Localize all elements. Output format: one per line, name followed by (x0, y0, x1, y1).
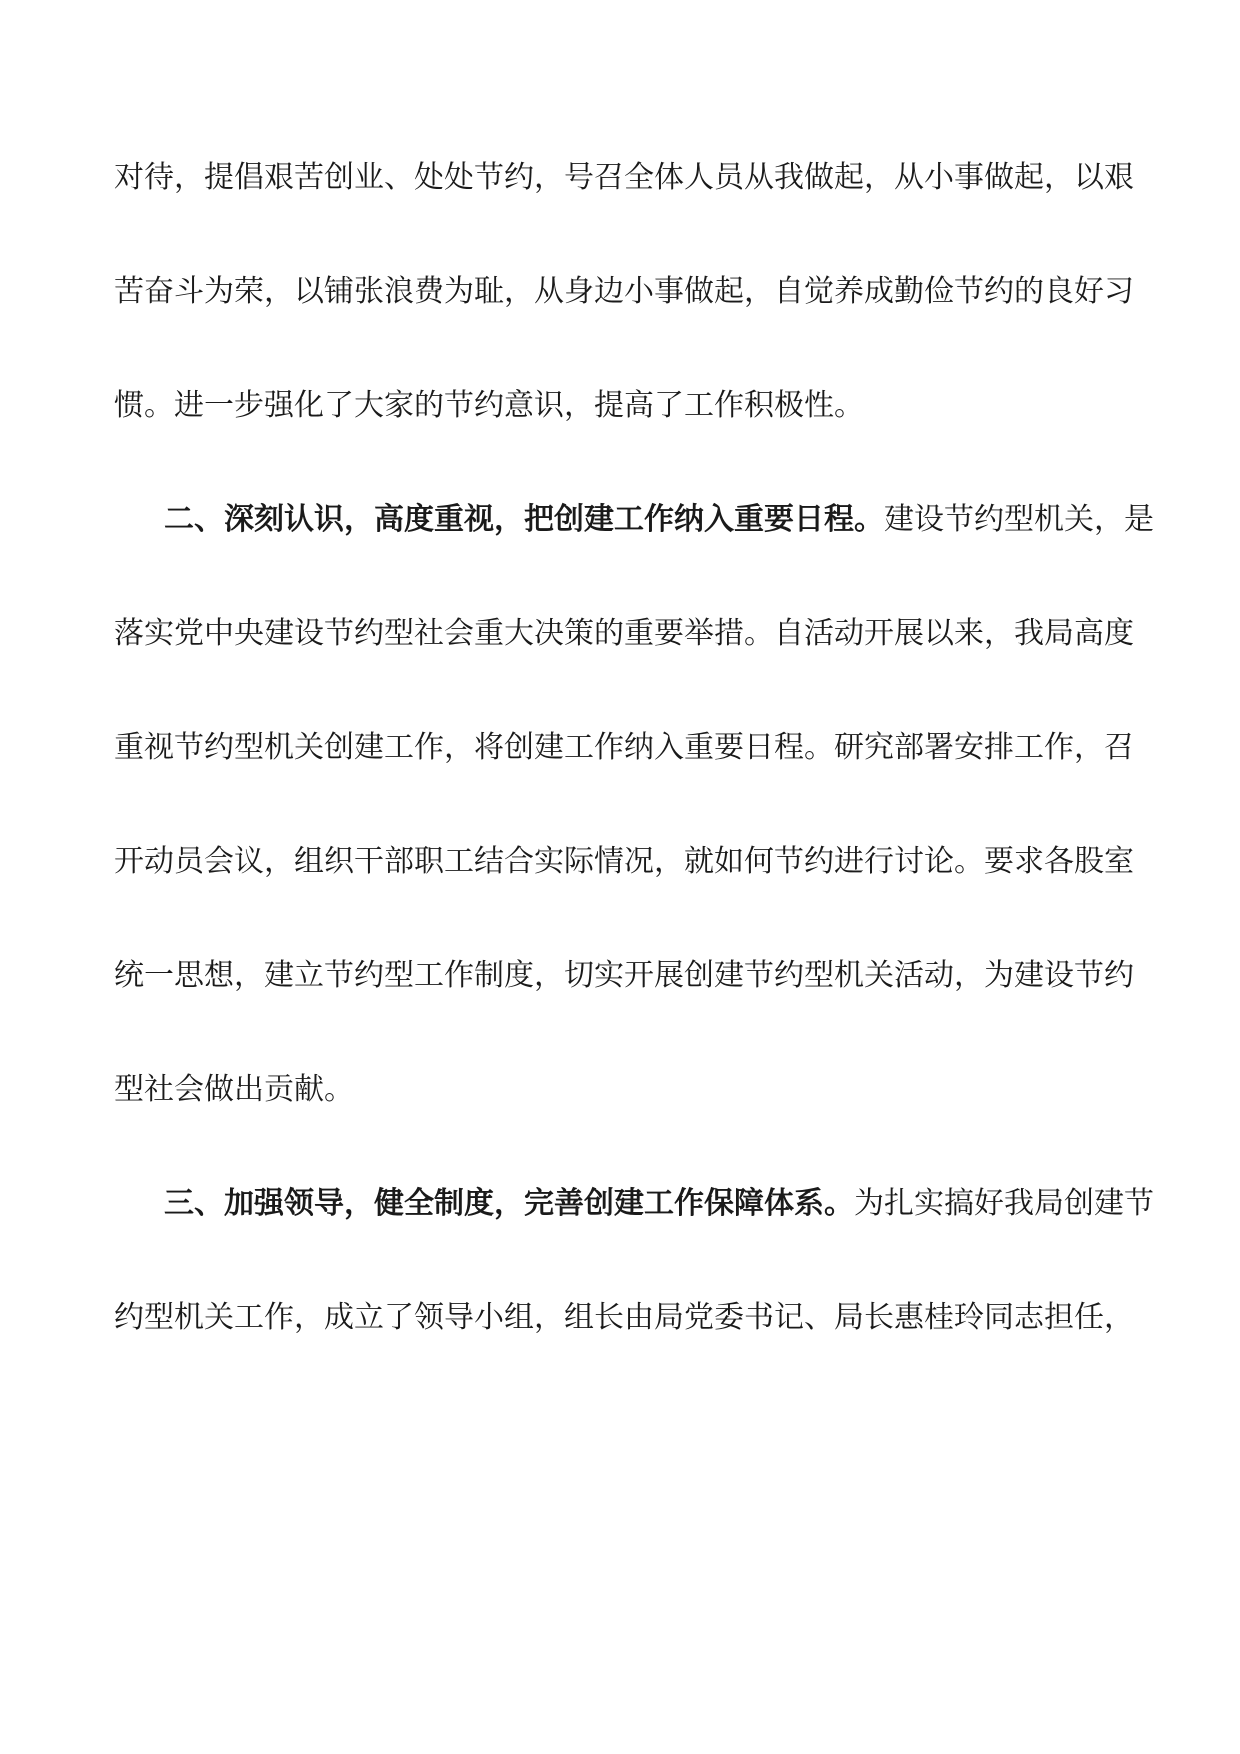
paragraph-2-line-4: 开动员会议，组织干部职工结合实际情况，就如何节约进行讨论。要求各股室 (114, 844, 1134, 879)
paragraph-2-line-6: 型社会做出贡献。 (114, 1072, 354, 1107)
paragraph-3-line-1 (164, 1184, 1184, 1224)
paragraph-2-line-1-text: 建设节约型机关，是 (884, 502, 1154, 537)
paragraph-2-line-3: 重视节约型机关创建工作，将创建工作纳入重要日程。研究部署安排工作，召 (114, 730, 1134, 765)
paragraph-1-line-2: 苦奋斗为荣，以铺张浪费为耻，从身边小事做起，自觉养成勤俭节约的良好习 (114, 274, 1134, 309)
paragraph-3-line-2: 约型机关工作，成立了领导小组，组长由局党委书记、局长惠桂玲同志担任， (114, 1300, 1134, 1335)
paragraph-3-line-1-text: 为扎实搞好我局创建节 (854, 1186, 1154, 1221)
paragraph-2-line-1 (164, 500, 1184, 540)
section-heading-3: 三、加强领导，健全制度，完善创建工作保障体系。 (164, 1186, 854, 1221)
paragraph-2-line-2: 落实党中央建设节约型社会重大决策的重要举措。自活动开展以来，我局高度 (114, 616, 1134, 651)
section-heading-2: 二、深刻认识，高度重视，把创建工作纳入重要日程。 (164, 502, 884, 537)
paragraph-2-line-5: 统一思想，建立节约型工作制度，切实开展创建节约型机关活动，为建设节约 (114, 958, 1134, 993)
paragraph-1-line-3: 惯。进一步强化了大家的节约意识，提高了工作积极性。 (114, 388, 864, 423)
paragraph-1-line-1: 对待，提倡艰苦创业、处处节约，号召全体人员从我做起，从小事做起，以艰 (114, 160, 1134, 195)
